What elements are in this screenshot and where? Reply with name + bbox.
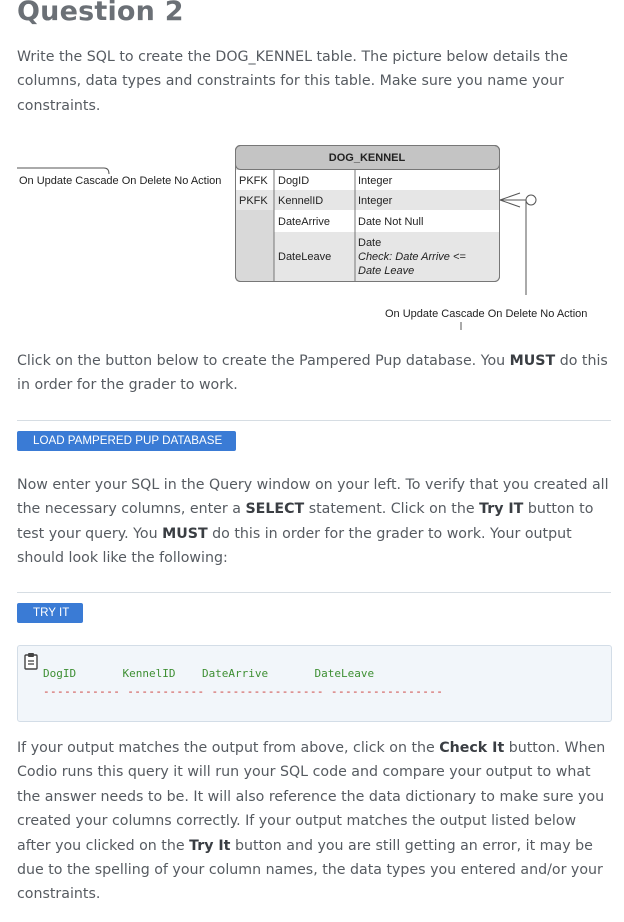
expected-output-box	[17, 645, 612, 722]
try-it-button[interactable]: TRY IT	[17, 603, 83, 623]
zero-optionality-icon	[526, 195, 536, 205]
load-paragraph: Click on the button below to create the Pampered Pup database. You MUST do this in order for the grader to work.	[17, 353, 608, 394]
query-paragraph: Now enter your SQL in the Query window on your left. To verify that you created all the necessary columns, enter a SELECT statement. Click on the Try IT button to test your query. You MUST do this in order for the grader to work. Your output should look like the following:	[17, 477, 609, 567]
row2-type: Integer	[358, 195, 393, 207]
row3-column: DateArrive	[278, 216, 330, 228]
row4-type: Date	[358, 237, 382, 249]
table-name: DOG_KENNEL	[328, 152, 406, 164]
divider	[17, 592, 611, 593]
row4-check-line2: Date Leave	[358, 265, 415, 277]
row4-column: DateLeave	[278, 251, 332, 263]
final-paragraph: If your output matches the output from above, click on the Check It button. When Codio runs this query it will run your SQL code and compare your output to what the answer needs to be. It will also reference the data dictionary to make sure you created your columns correctly. If your output matches the output listed below after you clicked on the Try It button and you are still getting an error, it may be due to the spelling of your column names, the data types you entered and/or your constraints.	[17, 740, 606, 903]
row1-type: Integer	[358, 175, 393, 187]
row2-column: KennelID	[278, 195, 324, 207]
row1-key: PKFK	[239, 175, 268, 187]
bottom-relationship-note: On Update Cascade On Delete No Action	[385, 308, 588, 320]
clipboard-icon[interactable]	[24, 652, 38, 670]
divider	[17, 420, 611, 421]
row3-type: Date Not Null	[358, 216, 424, 228]
intro-paragraph: Write the SQL to create the DOG_KENNEL table. The picture below details the columns, data types and constraints for this table. Make sure you name your constraints.	[17, 49, 568, 114]
row4-check-line1: Check: Date Arrive <=	[358, 251, 466, 263]
row1-column: DogID	[278, 175, 310, 187]
row2-key: PKFK	[239, 195, 268, 207]
er-diagram	[0, 140, 624, 340]
key-column-bg	[236, 210, 274, 281]
left-relationship-note: On Update Cascade On Delete No Action	[19, 175, 222, 187]
left-relationship-line	[17, 168, 109, 174]
page-title: Question 2	[17, 0, 184, 27]
output-dash-row: ----------- ----------- ---------------- ----------------	[43, 685, 444, 698]
crows-foot-icon	[500, 193, 526, 207]
output-column-headers: DogID KennelID DateArrive DateLeave	[43, 667, 375, 680]
load-database-button[interactable]: LOAD PAMPERED PUP DATABASE	[17, 431, 236, 451]
